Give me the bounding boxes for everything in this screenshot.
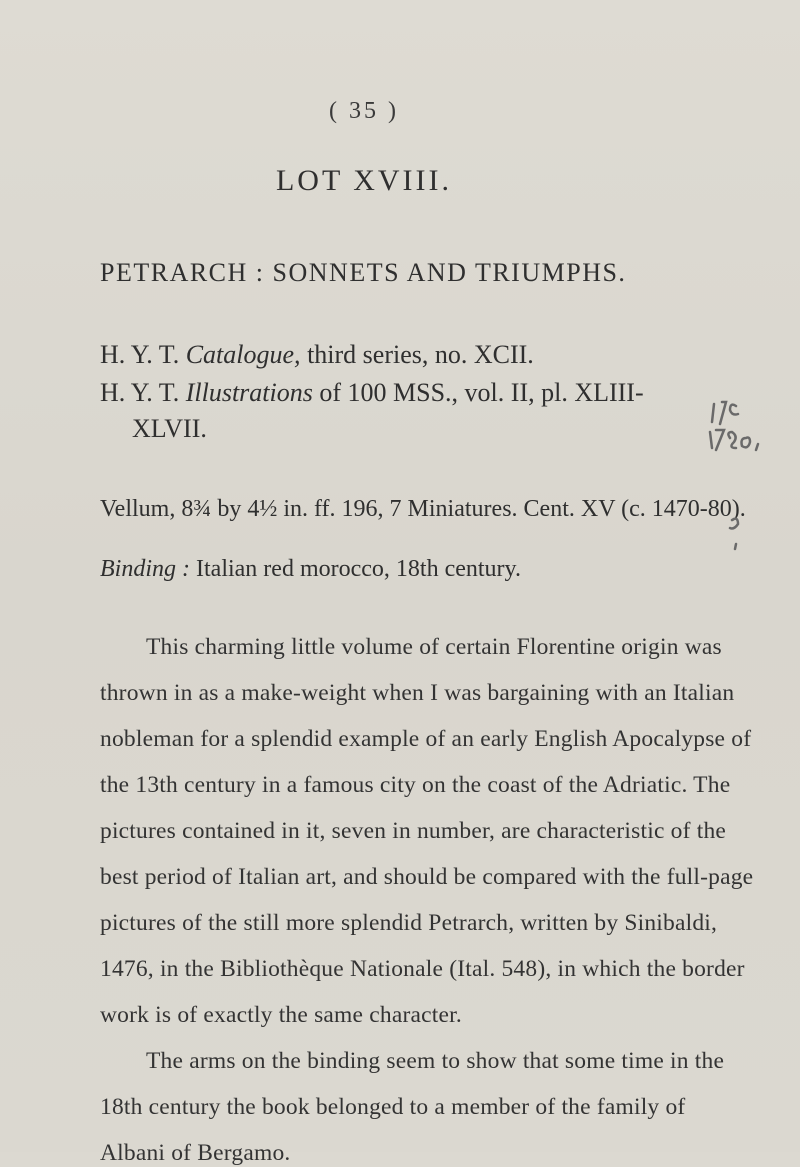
body-line: This charming little volume of certain Florentine origin was bbox=[146, 634, 722, 660]
ref-suffix: of 100 MSS., vol. II, pl. XLIII- bbox=[312, 378, 644, 407]
ref-prefix: H. Y. T. bbox=[100, 378, 186, 407]
binding-text: Italian red morocco, 18th century. bbox=[190, 556, 521, 582]
body-line: work is of exactly the same character. bbox=[100, 1002, 462, 1028]
pencil-margin-annotation bbox=[702, 392, 772, 582]
page-number: ( 35 ) bbox=[329, 98, 399, 124]
ref-italic: Illustrations bbox=[185, 378, 313, 407]
body-line: Albani of Bergamo. bbox=[100, 1140, 291, 1166]
vellum-description: Vellum, 8¾ by 4½ in. ff. 196, 7 Miniatures. Cent. XV (c. 1470-80). bbox=[100, 496, 746, 522]
body-line: pictures contained in it, seven in number, are characteristic of the bbox=[100, 818, 727, 844]
ref-prefix: H. Y. T. bbox=[100, 340, 186, 369]
body-line: pictures of the still more splendid Petrarch, written by Sinibaldi, bbox=[100, 910, 718, 936]
ref-suffix: third series, no. XCII. bbox=[300, 340, 534, 369]
lot-title: LOT XVIII. bbox=[275, 164, 453, 197]
reference-illustrations-continued: XLVII. bbox=[132, 414, 207, 443]
main-heading: PETRARCH : SONNETS AND TRIUMPHS. bbox=[100, 258, 627, 287]
body-line: nobleman for a splendid example of an early English Apocalypse of bbox=[100, 726, 752, 752]
body-line: The arms on the binding seem to show that some time in the bbox=[146, 1048, 725, 1074]
reference-catalogue bbox=[100, 340, 534, 370]
reference-illustrations bbox=[100, 378, 644, 408]
body-line: the 13th century in a famous city on the coast of the Adriatic. The bbox=[100, 772, 731, 798]
body-line: thrown in as a make-weight when I was bargaining with an Italian bbox=[100, 680, 735, 706]
body-line: 1476, in the Bibliothèque Nationale (Ital. 548), in which the border bbox=[100, 956, 745, 982]
binding-label: Binding : bbox=[100, 556, 190, 582]
body-line: 18th century the book belonged to a member of the family of bbox=[100, 1094, 686, 1120]
body-line: best period of Italian art, and should be compared with the full-page bbox=[100, 864, 754, 890]
binding-description bbox=[100, 556, 521, 583]
ref-italic: Catalogue, bbox=[185, 340, 301, 369]
